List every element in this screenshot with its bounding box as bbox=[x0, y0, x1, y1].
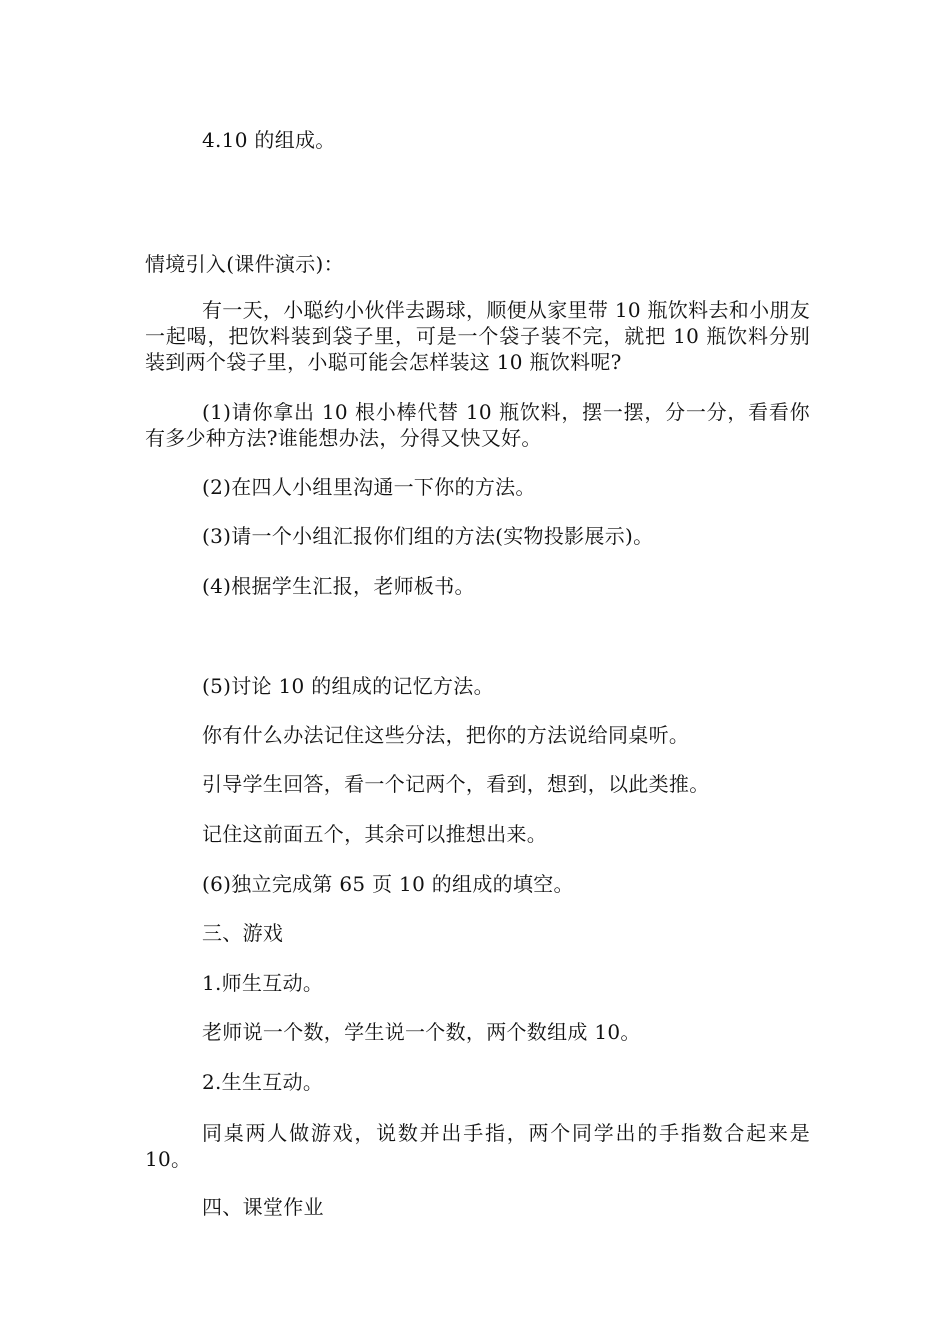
step-3-text: (3)请一个小组汇报你们组的方法(实物投影展示)。 bbox=[202, 524, 654, 548]
step-1-paragraph: (1)请你拿出 10 根小棒代替 10 瓶饮料，摆一摆，分一分，看看你有多少种方法?谁能想办法，分得又快又好。 bbox=[145, 400, 810, 450]
step-5-text: (5)讨论 10 的组成的记忆方法。 bbox=[202, 674, 494, 698]
item-4-heading: 4.10 的组成。 bbox=[202, 128, 336, 152]
step-5-remember: 记住这前面五个，其余可以推想出来。 bbox=[202, 822, 548, 846]
step-4-text: (4)根据学生汇报，老师板书。 bbox=[202, 574, 475, 598]
game-1-title: 1.师生互动。 bbox=[202, 971, 324, 995]
game-2-description: 同桌两人做游戏，说数并出手指，两个同学出的手指数合起来是 10。 bbox=[145, 1121, 810, 1171]
section-intro-heading: 情境引入(课件演示)： bbox=[145, 252, 344, 276]
step-5-guide: 引导学生回答，看一个记两个，看到，想到，以此类推。 bbox=[202, 772, 710, 796]
step-5-question: 你有什么办法记住这些分法，把你的方法说给同桌听。 bbox=[202, 723, 690, 747]
game-1-description: 老师说一个数，学生说一个数，两个数组成 10。 bbox=[202, 1020, 641, 1044]
section-game-heading: 三、游戏 bbox=[202, 921, 284, 945]
section-homework-heading: 四、课堂作业 bbox=[202, 1195, 324, 1219]
game-2-title: 2.生生互动。 bbox=[202, 1070, 324, 1094]
step-2-text: (2)在四人小组里沟通一下你的方法。 bbox=[202, 475, 536, 499]
story-paragraph: 有一天，小聪约小伙伴去踢球，顺便从家里带 10 瓶饮料去和小朋友一起喝，把饮料装到袋子里，可是一个袋子装不完，就把 10 瓶饮料分别装到两个袋子里，小聪可能会怎样装这 10 瓶饮料呢? bbox=[145, 298, 810, 374]
step-6-text: (6)独立完成第 65 页 10 的组成的填空。 bbox=[202, 872, 574, 896]
